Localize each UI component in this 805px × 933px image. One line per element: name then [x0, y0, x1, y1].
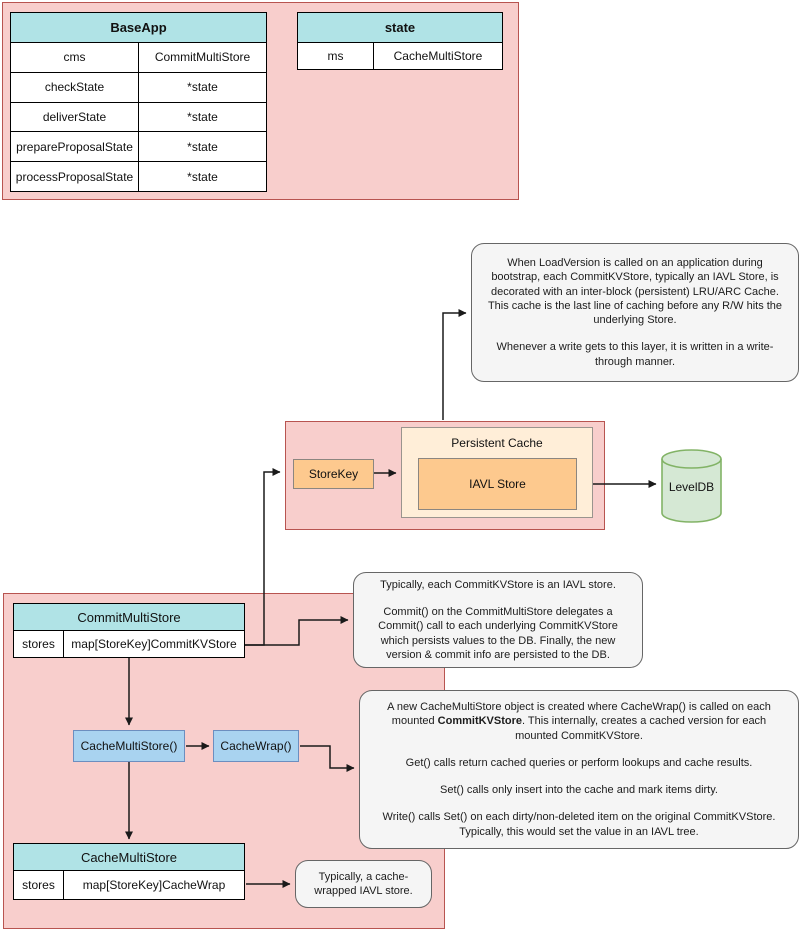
cachemultistore-fn-box — [73, 730, 185, 762]
typically-note — [295, 860, 432, 908]
commitmultistore-table — [13, 603, 245, 658]
note-paragraph: Typically, each CommitKVStore is an IAVL store. — [380, 578, 616, 591]
table-cell: CacheMultiStore — [393, 49, 483, 63]
commit-note — [353, 572, 643, 668]
table-cell: *state — [187, 139, 218, 154]
table-row — [11, 131, 266, 161]
note-paragraph: Typically, a cache-wrapped IAVL store. — [314, 870, 413, 897]
note-text-run: . This internally, creates a cached version for each mounted CommitKVStore. — [515, 715, 767, 742]
arrow-cache-to-loadversion-note — [443, 313, 466, 420]
cachemultistore-fn-label: CacheMultiStore() — [80, 739, 178, 753]
persistent-cache-label: Persistent Cache — [451, 436, 543, 450]
note-paragraph: When LoadVersion is called on an application during bootstrap, each CommitKVStore, typically an IAVL Store, is decorated with an inter-block (persistent) LRU/ARC Cache. This cache is the last line of caching before any R/W hits the underlying Store. — [487, 256, 783, 327]
state-table — [297, 12, 503, 70]
table-row — [11, 72, 266, 102]
note-paragraph: Set() calls only insert into the cache and mark items dirty. — [440, 784, 718, 797]
note-text-run: A new CacheMultiStore object is created where CacheWrap() is called on each mounted — [387, 700, 771, 728]
state-table-title: state — [298, 13, 502, 43]
note-paragraph: Write() calls Set() on each dirty/non-deleted item on the original CommitKVStore. Typically, this would set the value in an IAVL tree. — [382, 811, 776, 838]
loadversion-note — [471, 243, 799, 382]
leveldb-label: LevelDB — [668, 480, 715, 494]
cachewrap-fn-box — [213, 730, 299, 762]
table-row — [11, 43, 266, 72]
table-row — [14, 871, 244, 899]
table-cell: stores — [14, 631, 64, 657]
table-cell: stores — [14, 871, 64, 899]
baseapp-table — [10, 12, 267, 192]
commitmultistore-table-title: CommitMultiStore — [14, 604, 244, 631]
table-cell: cms — [11, 43, 139, 72]
note-paragraph: Commit() on the CommitMultiStore delegates a Commit() call to each underlying CommitKVStore which persists values to the DB. Finally, the new version & commit info are persisted to the DB. — [378, 606, 618, 661]
cachemultistore-table-title: CacheMultiStore — [14, 844, 244, 871]
table-cell: map[StoreKey]CacheWrap — [82, 878, 226, 892]
cachewrap-note — [359, 690, 799, 849]
table-cell: prepareProposalState — [11, 132, 139, 161]
table-cell: checkState — [11, 73, 139, 102]
note-paragraph: Whenever a write gets to this layer, it is written in a write-through manner. — [496, 341, 774, 368]
table-cell: CommitMultiStore — [154, 50, 251, 65]
table-row — [11, 161, 266, 191]
iavl-store-label: IAVL Store — [469, 477, 526, 491]
table-cell: *state — [187, 169, 218, 184]
table-cell: *state — [187, 109, 218, 124]
table-cell: ms — [298, 43, 374, 69]
storekey-label: StoreKey — [308, 467, 359, 481]
table-cell: processProposalState — [11, 162, 139, 191]
table-row — [14, 631, 244, 657]
table-cell: *state — [187, 80, 218, 95]
leveldb-cylinder — [660, 448, 723, 524]
storekey-box — [293, 459, 374, 489]
note-paragraph: Get() calls return cached queries or perform lookups and cache results. — [405, 756, 753, 769]
note-paragraph — [370, 700, 788, 743]
table-cell: deliverState — [11, 103, 139, 132]
baseapp-table-title: BaseApp — [11, 13, 266, 43]
table-cell: map[StoreKey]CommitKVStore — [71, 637, 237, 651]
table-row — [298, 43, 502, 69]
note-text-run-bold: CommitKVStore — [437, 715, 523, 728]
iavl-store-box — [418, 458, 577, 510]
cachewrap-fn-label: CacheWrap() — [220, 739, 292, 753]
table-row — [11, 102, 266, 132]
cachemultistore-table — [13, 843, 245, 900]
